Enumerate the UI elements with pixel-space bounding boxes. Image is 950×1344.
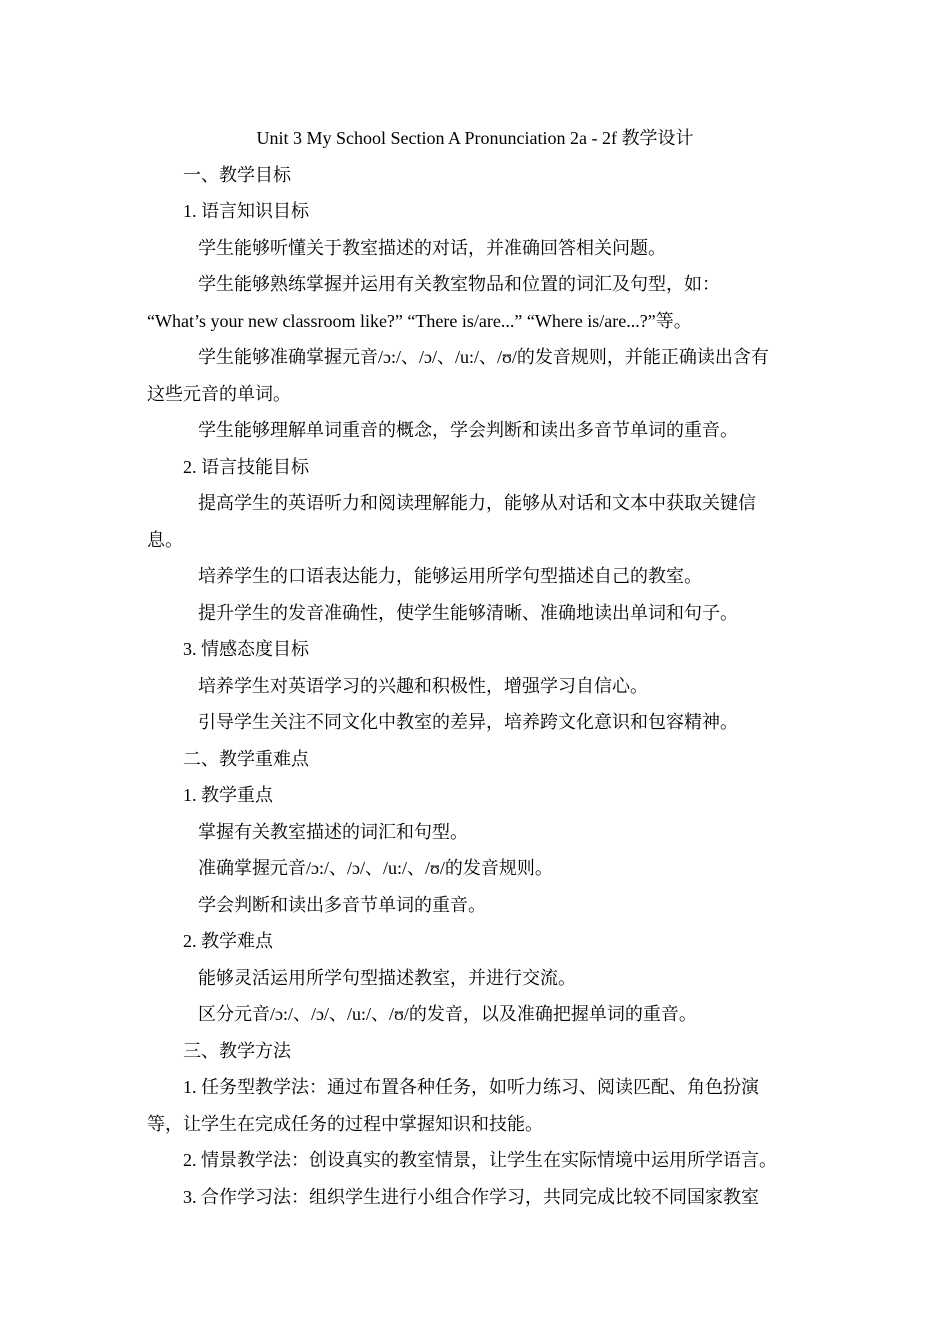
paragraph: 准确掌握元音/ɔ:/、/ɔ/、/u:/、/ʊ/的发音规则。 [198, 858, 553, 878]
paragraph: 区分元音/ɔ:/、/ɔ/、/u:/、/ʊ/的发音，以及准确把握单词的重音。 [198, 1004, 697, 1024]
paragraph: 1. 任务型教学法：通过布置各种任务，如听力练习、阅读匹配、角色扮演 [183, 1077, 759, 1097]
paragraph: 培养学生对英语学习的兴趣和积极性，增强学习自信心。 [198, 676, 648, 696]
section-heading-objectives: 一、教学目标 [183, 165, 291, 185]
paragraph: 2. 情景教学法：创设真实的教室情景，让学生在实际情境中运用所学语言。 [183, 1150, 777, 1170]
subheading-key-points: 1. 教学重点 [183, 785, 273, 805]
paragraph-continuation: “What’s your new classroom like?” “There is/are...” “Where is/are...?”等。 [147, 311, 692, 331]
paragraph-continuation: 等，让学生在完成任务的过程中掌握知识和技能。 [147, 1114, 543, 1134]
paragraph: 能够灵活运用所学句型描述教室，并进行交流。 [198, 968, 576, 988]
paragraph: 学生能够准确掌握元音/ɔ:/、/ɔ/、/u:/、/ʊ/的发音规则，并能正确读出含有 [198, 347, 769, 367]
subheading-knowledge-goals: 1. 语言知识目标 [183, 201, 309, 221]
paragraph: 3. 合作学习法：组织学生进行小组合作学习，共同完成比较不同国家教室 [183, 1187, 759, 1207]
paragraph: 引导学生关注不同文化中教室的差异，培养跨文化意识和包容精神。 [198, 712, 738, 732]
section-heading-methods: 三、教学方法 [183, 1041, 291, 1061]
paragraph: 提高学生的英语听力和阅读理解能力，能够从对话和文本中获取关键信 [198, 493, 756, 513]
paragraph: 提升学生的发音准确性，使学生能够清晰、准确地读出单词和句子。 [198, 603, 738, 623]
paragraph: 学生能够理解单词重音的概念，学会判断和读出多音节单词的重音。 [198, 420, 738, 440]
document-title: Unit 3 My School Section A Pronunciation 2a - 2f 教学设计 [256, 128, 694, 148]
paragraph: 掌握有关教室描述的词汇和句型。 [198, 822, 468, 842]
paragraph: 学会判断和读出多音节单词的重音。 [198, 895, 486, 915]
subheading-difficulties: 2. 教学难点 [183, 931, 273, 951]
paragraph: 学生能够听懂关于教室描述的对话，并准确回答相关问题。 [198, 238, 666, 258]
subheading-skill-goals: 2. 语言技能目标 [183, 457, 309, 477]
section-heading-key-points: 二、教学重难点 [183, 749, 309, 769]
subheading-attitude-goals: 3. 情感态度目标 [183, 639, 309, 659]
paragraph-continuation: 息。 [147, 530, 183, 550]
paragraph: 培养学生的口语表达能力，能够运用所学句型描述自己的教室。 [198, 566, 702, 586]
paragraph: 学生能够熟练掌握并运用有关教室物品和位置的词汇及句型，如： [198, 274, 720, 294]
paragraph-continuation: 这些元音的单词。 [147, 384, 291, 404]
